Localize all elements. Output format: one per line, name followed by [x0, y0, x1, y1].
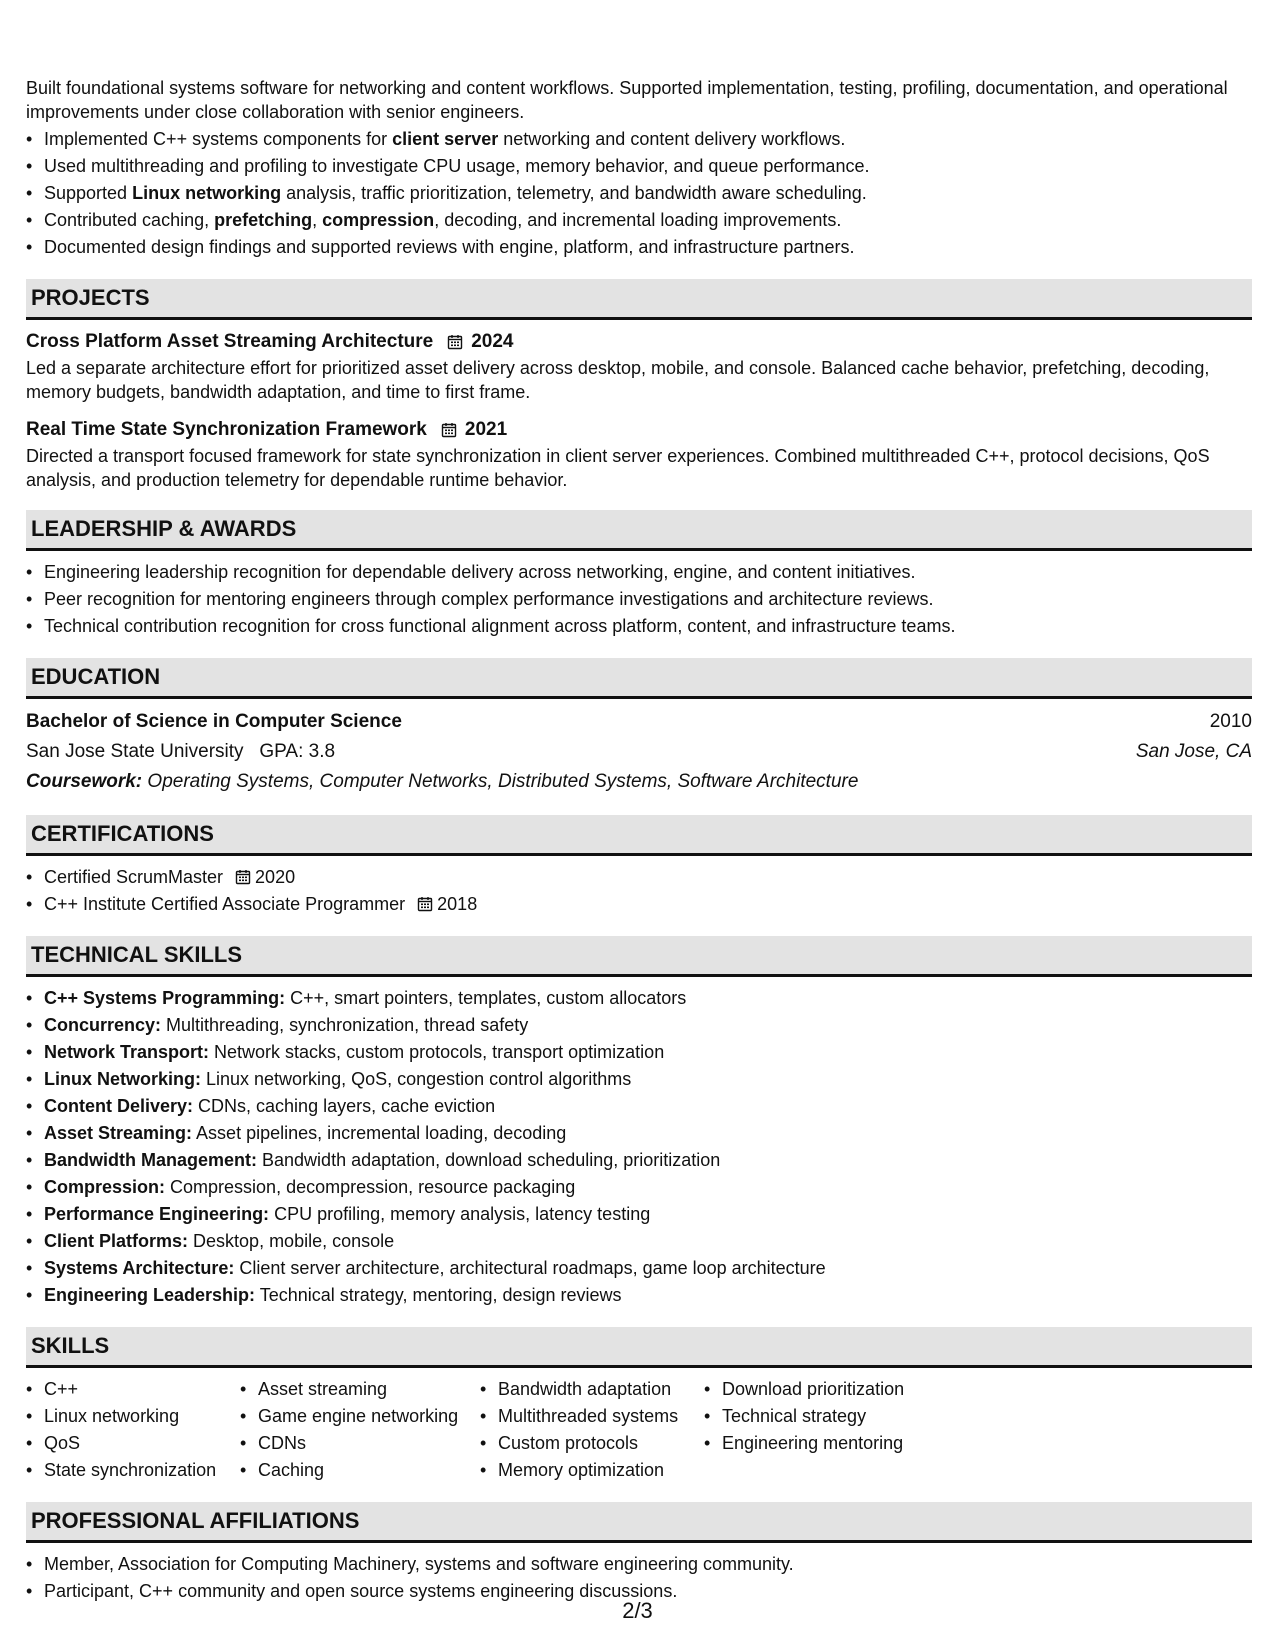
- skills-column: [26, 1376, 240, 1484]
- list-item: • C++ Systems Programming: C++, smart pointers, templates, custom allocators: [44, 985, 1252, 1012]
- list-item: • Contributed caching, prefetching, compression, decoding, and incremental loading improvements.: [44, 207, 1252, 234]
- list-item: • Technical strategy: [722, 1403, 982, 1430]
- list-item: • Caching: [258, 1457, 480, 1484]
- section-heading-certifications: CERTIFICATIONS: [26, 815, 1252, 856]
- list-item: • QoS: [44, 1430, 240, 1457]
- list-item: • Documented design findings and supported reviews with engine, platform, and infrastructure partners.: [44, 234, 1252, 261]
- section-heading-projects: PROJECTS: [26, 279, 1252, 320]
- list-item: • Linux Networking: Linux networking, QoS, congestion control algorithms: [44, 1066, 1252, 1093]
- list-item: • Used multithreading and profiling to investigate CPU usage, memory behavior, and queue performance.: [44, 153, 1252, 180]
- project-title: Real Time State Synchronization Framework: [26, 419, 427, 440]
- project-year: 2024: [471, 331, 514, 352]
- list-item: • Compression: Compression, decompression, resource packaging: [44, 1174, 1252, 1201]
- list-item: • Bandwidth Management: Bandwidth adaptation, download scheduling, prioritization: [44, 1147, 1252, 1174]
- resume-page: [26, 76, 1252, 1605]
- list-item: • Participant, C++ community and open source systems engineering discussions.: [44, 1578, 1252, 1605]
- list-item: • Memory optimization: [498, 1457, 704, 1484]
- list-item: • Performance Engineering: CPU profiling, memory analysis, latency testing: [44, 1201, 1252, 1228]
- education-degree: Bachelor of Science in Computer Science: [26, 711, 402, 732]
- project-title: Cross Platform Asset Streaming Architecture: [26, 331, 434, 352]
- project-item: [26, 416, 1252, 492]
- list-item: • C++ Institute Certified Associate Programmer 2018: [44, 891, 1252, 918]
- list-item: • Client Platforms: Desktop, mobile, console: [44, 1228, 1252, 1255]
- list-item: • Asset streaming: [258, 1376, 480, 1403]
- section-heading-leadership: LEADERSHIP & AWARDS: [26, 510, 1252, 551]
- education-coursework: Coursework: Operating Systems, Computer Networks, Distributed Systems, Software Architecture: [26, 771, 859, 792]
- section-heading-technical-skills: TECHNICAL SKILLS: [26, 936, 1252, 977]
- list-item: • Game engine networking: [258, 1403, 480, 1430]
- list-item: • Certified ScrumMaster 2020: [44, 864, 1252, 891]
- list-item: • Content Delivery: CDNs, caching layers, cache eviction: [44, 1093, 1252, 1120]
- list-item: • Multithreaded systems: [498, 1403, 704, 1430]
- project-item: [26, 328, 1252, 404]
- education-year: 2010: [1209, 711, 1252, 732]
- list-item: • Systems Architecture: Client server architecture, architectural roadmaps, game loop architecture: [44, 1255, 1252, 1282]
- list-item: • C++: [44, 1376, 240, 1403]
- page-number: 2/3: [622, 1598, 653, 1623]
- list-item: • Download prioritization: [722, 1376, 982, 1403]
- list-item: • Engineering leadership recognition for dependable delivery across networking, engine, and content initiatives.: [44, 559, 1252, 586]
- list-item: • Network Transport: Network stacks, custom protocols, transport optimization: [44, 1039, 1252, 1066]
- experience-summary: Built foundational systems software for networking and content workflows. Supported implementation, testing, profiling, documentation, and operational improvements under close collaboration with senior engineers.: [26, 78, 1228, 122]
- list-item: • Custom protocols: [498, 1430, 704, 1457]
- calendar-icon: [441, 422, 457, 438]
- list-item: • Linux networking: [44, 1403, 240, 1430]
- skills-column: [704, 1376, 982, 1484]
- list-item: • Engineering mentoring: [722, 1430, 982, 1457]
- calendar-icon: [235, 869, 251, 885]
- technical-skills-list: [26, 985, 1252, 1309]
- project-description: Led a separate architecture effort for prioritized asset delivery across desktop, mobile, and console. Balanced cache behavior, prefetching, decoding, memory budgets, bandwidth adaptation, and time to first frame.: [26, 358, 1210, 402]
- calendar-icon: [417, 896, 433, 912]
- project-year: 2021: [464, 419, 508, 440]
- list-item: • Concurrency: Multithreading, synchronization, thread safety: [44, 1012, 1252, 1039]
- section-heading-education: EDUCATION: [26, 658, 1252, 699]
- list-item: • Bandwidth adaptation: [498, 1376, 704, 1403]
- list-item: • Supported Linux networking analysis, traffic prioritization, telemetry, and bandwidth aware scheduling.: [44, 180, 1252, 207]
- skills-column: [240, 1376, 480, 1484]
- list-item: • Peer recognition for mentoring engineers through complex performance investigations and architecture reviews.: [44, 586, 1252, 613]
- education-location: San Jose, CA: [1135, 741, 1252, 762]
- list-item: • CDNs: [258, 1430, 480, 1457]
- list-item: • Asset Streaming: Asset pipelines, incremental loading, decoding: [44, 1120, 1252, 1147]
- list-item: • Member, Association for Computing Machinery, systems and software engineering community.: [44, 1551, 1252, 1578]
- list-item: • Technical contribution recognition for cross functional alignment across platform, content, and infrastructure teams.: [44, 613, 1252, 640]
- skills-grid: [26, 1376, 1252, 1484]
- project-description: Directed a transport focused framework for state synchronization in client server experiences. Combined multithreaded C++, protocol decisions, QoS analysis, and production telemetry for dependable runtime behavior.: [26, 446, 1210, 490]
- experience-bullets: [26, 126, 1252, 261]
- calendar-icon: [447, 334, 463, 350]
- list-item: • Engineering Leadership: Technical strategy, mentoring, design reviews: [44, 1282, 1252, 1309]
- education-school: San Jose State University: [26, 741, 244, 762]
- list-item: • Implemented C++ systems components for client server networking and content delivery workflows.: [44, 126, 1252, 153]
- section-heading-skills: SKILLS: [26, 1327, 1252, 1368]
- education-gpa: GPA: 3.8: [259, 741, 336, 762]
- list-item: • State synchronization: [44, 1457, 240, 1484]
- leadership-list: [26, 559, 1252, 640]
- education-entry: [26, 707, 1252, 797]
- skills-column: [480, 1376, 704, 1484]
- section-heading-affiliations: PROFESSIONAL AFFILIATIONS: [26, 1502, 1252, 1543]
- affiliations-list: [26, 1551, 1252, 1605]
- certifications-list: [26, 864, 1252, 918]
